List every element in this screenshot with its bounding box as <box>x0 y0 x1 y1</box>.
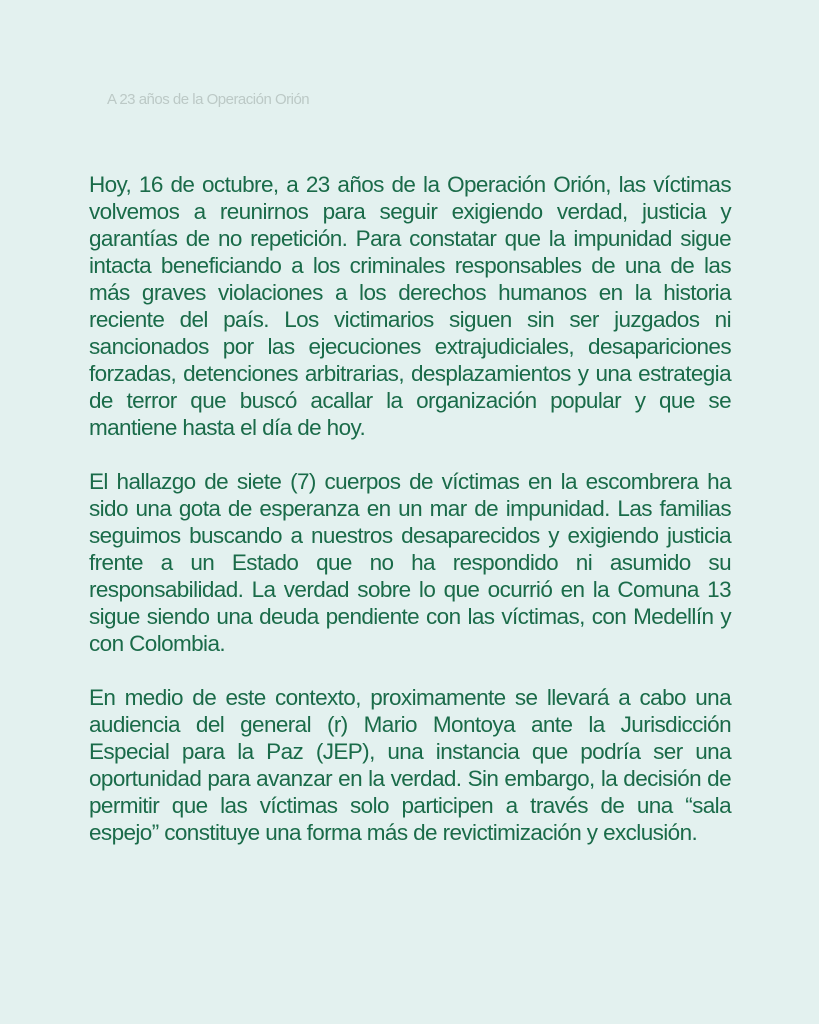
paragraph-2: El hallazgo de siete (7) cuerpos de víctimas en la escombrera ha sido una gota de esperanza en un mar de impunidad. Las familias seguimos buscando a nuestros desaparecidos y exigiendo justicia frente a un Estado que no ha respondido ni asumido su responsabilidad. La verdad sobre lo que ocurrió en la Comuna 13 sigue siendo una deuda pendiente con las víctimas, con Medellín y con Colombia. <box>89 469 731 656</box>
paragraph-1: Hoy, 16 de octubre, a 23 años de la Operación Orión, las víctimas volvemos a reunirnos para seguir exigiendo verdad, justicia y garantías de no repetición. Para constatar que la impunidad sigue intacta beneficiando a los criminales responsables de una de las más graves violaciones a los derechos humanos en la historia reciente del país. Los victimarios siguen sin ser juzgados ni sancionados por las ejecuciones extrajudiciales, desapariciones forzadas, detenciones arbitrarias, desplazamientos y una estrategia de terror que buscó acallar la organización popular y que se mantiene hasta el día de hoy. <box>89 172 731 440</box>
kicker-label: A 23 años de la Operación Orión <box>107 91 310 108</box>
paragraph-3: En medio de este contexto, proximamente se llevará a cabo una audiencia del general (r) Mario Montoya ante la Jurisdicción Especial para la Paz (JEP), una instancia que podría ser una oportunidad para avanzar en la verdad. Sin embargo, la decisión de permitir que las víctimas solo participen a través de una “sala espejo” constituye una forma más de revictimización y exclusión. <box>89 685 731 845</box>
statement-body <box>89 171 731 873</box>
